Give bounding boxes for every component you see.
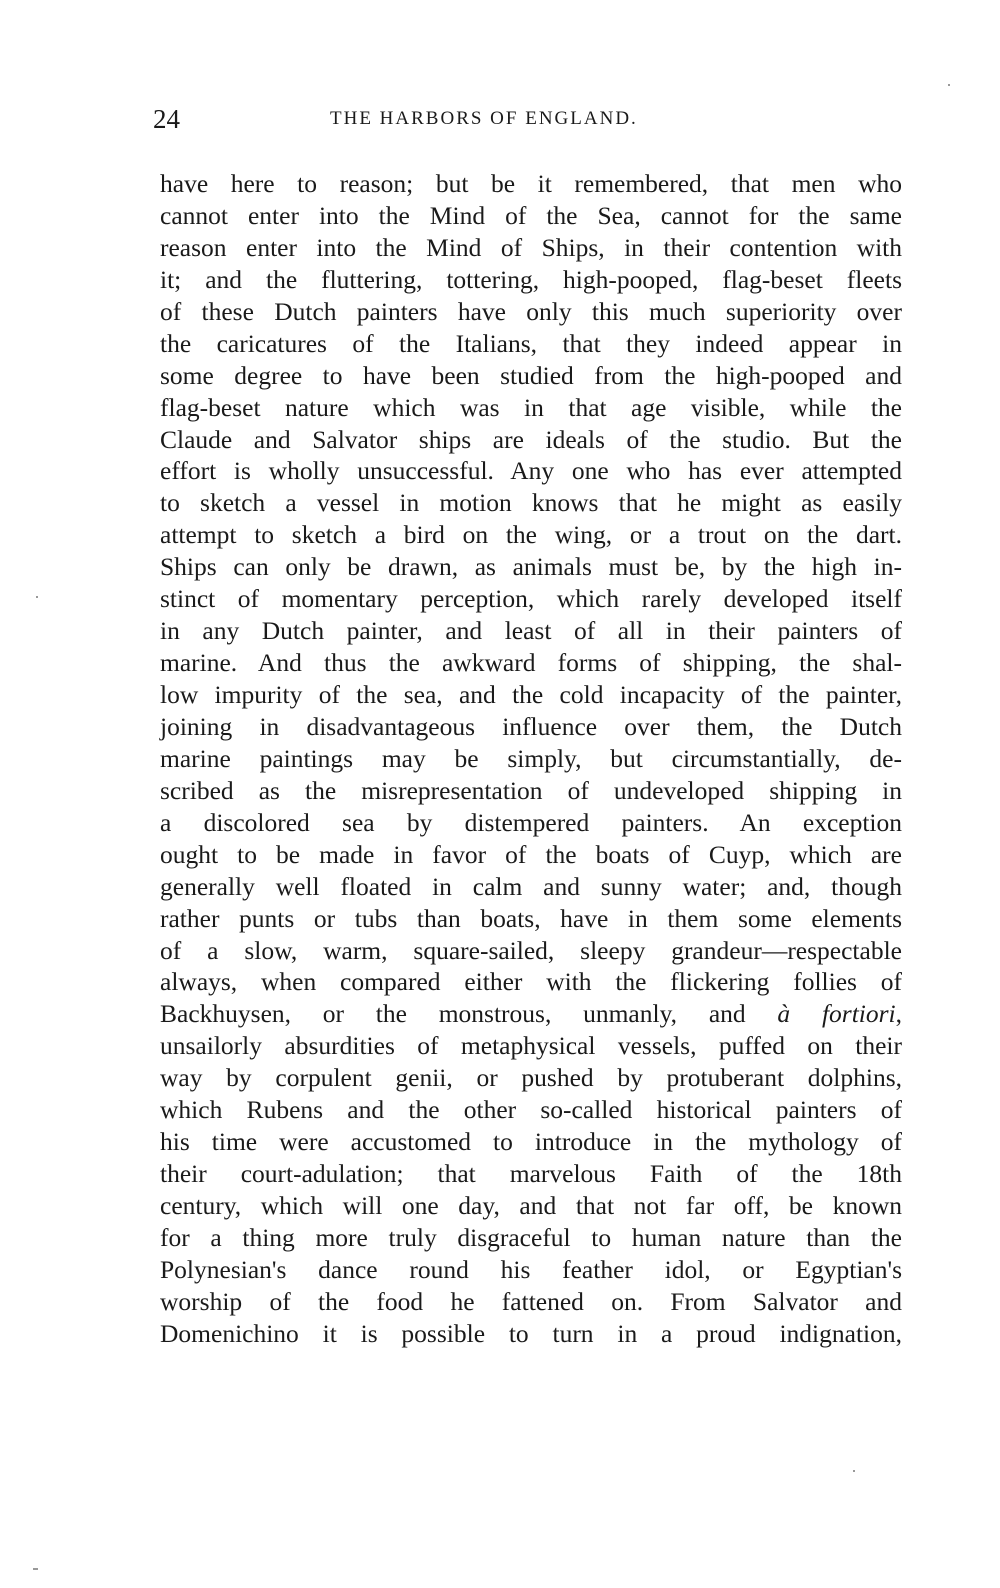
text-line: scribed as the misrepresentation of undeveloped shipping in xyxy=(160,775,902,805)
text-segment: Backhuysen, or the monstrous, unmanly, and xyxy=(160,999,778,1029)
text-line: stinct of momentary perception, which rarely developed itself xyxy=(160,584,902,614)
text-line: attempt to sketch a bird on the wing, or a trout on the dart. xyxy=(160,520,902,550)
text-line: always, when compared either with the flickering follies of xyxy=(160,967,902,997)
running-title: THE HARBORS OF ENGLAND. xyxy=(330,108,638,129)
text-line: generally well floated in calm and sunny water; and, though xyxy=(160,871,902,901)
text-line: it; and the fluttering, tottering, high-pooped, flag-beset fleets xyxy=(160,264,902,294)
text-line: worship of the food he fattened on. From Salvator and xyxy=(160,1286,902,1316)
text-line: some degree to have been studied from the high-pooped and xyxy=(160,360,902,390)
text-line: in any Dutch painter, and least of all in their painters of xyxy=(160,616,902,646)
text-line: to sketch a vessel in motion knows that he might as easily xyxy=(160,488,902,518)
text-line: the caricatures of the Italians, that they indeed appear in xyxy=(160,328,902,358)
text-line: of these Dutch painters have only this much superiority over xyxy=(160,296,902,326)
text-line: ought to be made in favor of the boats of Cuyp, which are xyxy=(160,839,902,869)
italic-phrase: à fortiori xyxy=(777,999,896,1029)
text-line: Ships can only be drawn, as animals must be, by the high in- xyxy=(160,552,902,582)
text-line: his time were accustomed to introduce in the mythology of xyxy=(160,1127,902,1157)
text-line: unsailorly absurdities of metaphysical vessels, puffed on their xyxy=(160,1031,902,1061)
text-segment: , xyxy=(895,999,902,1029)
text-line: Claude and Salvator ships are ideals of the studio. But the xyxy=(160,424,902,454)
text-line: flag-beset nature which was in that age visible, while the xyxy=(160,392,902,422)
text-line: Polynesian's dance round his feather idol, or Egyptian's xyxy=(160,1254,902,1284)
scan-speck xyxy=(36,596,38,598)
text-line: joining in disadvantageous influence over them, the Dutch xyxy=(160,711,902,741)
text-line: a discolored sea by distempered painters. An exception xyxy=(160,807,902,837)
body-text xyxy=(160,168,902,1350)
scan-speck xyxy=(948,84,950,86)
text-line: Domenichino it is possible to turn in a proud indignation, xyxy=(160,1318,902,1348)
scan-speck xyxy=(33,1568,38,1570)
text-line: rather punts or tubs than boats, have in them some elements xyxy=(160,903,902,933)
text-line: of a slow, warm, square-sailed, sleepy grandeur—respectable xyxy=(160,935,902,965)
page-number: 24 xyxy=(153,104,180,134)
text-line: their court-adulation; that marvelous Faith of the 18th xyxy=(160,1159,902,1189)
text-line: marine. And thus the awkward forms of shipping, the shal- xyxy=(160,648,902,678)
text-line: marine paintings may be simply, but circumstantially, de- xyxy=(160,743,902,773)
text-line: century, which will one day, and that not far off, be known xyxy=(160,1191,902,1220)
text-line: way by corpulent genii, or pushed by protuberant dolphins, xyxy=(160,1063,902,1093)
text-line: reason enter into the Mind of Ships, in their contention with xyxy=(160,232,902,262)
scan-speck xyxy=(853,1470,855,1472)
text-line: which Rubens and the other so-called historical painters of xyxy=(160,1095,902,1125)
text-line: low impurity of the sea, and the cold incapacity of the painter, xyxy=(160,680,902,709)
text-line: for a thing more truly disgraceful to human nature than the xyxy=(160,1222,902,1252)
text-line: cannot enter into the Mind of the Sea, cannot for the same xyxy=(160,200,902,230)
text-line xyxy=(160,998,902,1030)
text-line: effort is wholly unsuccessful. Any one who has ever attempted xyxy=(160,456,902,486)
text-line: have here to reason; but be it remembered, that men who xyxy=(160,169,902,198)
